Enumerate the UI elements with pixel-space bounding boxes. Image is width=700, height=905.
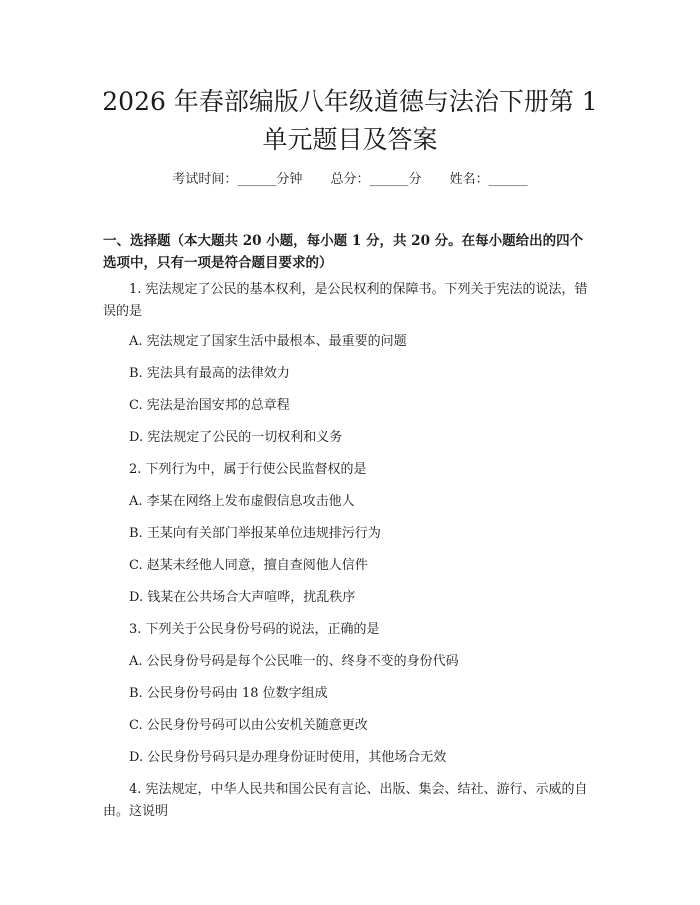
document-title [90, 83, 610, 159]
question-1-option-b: B. 宪法具有最高的法律效力 [129, 366, 290, 381]
question-3-option-b: B. 公民身份号码由 18 位数字组成 [129, 686, 328, 701]
exam-name: 姓名：______ [449, 172, 528, 187]
question-2-option-d: D. 钱某在公共场合大声喧哗，扰乱秩序 [129, 590, 356, 605]
question-3-option-d: D. 公民身份号码只是办理身份证时使用，其他场合无效 [129, 750, 447, 765]
title-line-1: 2026 年春部编版八年级道德与法治下册第 1 [102, 87, 598, 116]
question-1-option-c: C. 宪法是治国安邦的总章程 [129, 398, 290, 413]
exam-score: 总分：______分 [330, 172, 422, 187]
question-1-option-a: A. 宪法规定了国家生活中最根本、最重要的问题 [129, 334, 407, 349]
title-line-2: 单元题目及答案 [262, 125, 438, 154]
question-2-option-b: B. 王某向有关部门举报某单位违规排污行为 [129, 526, 381, 541]
section-heading: 一、选择题（本大题共 20 小题，每小题 1 分，共 20 分。在每小题给出的四个选项中，只有一项是符合题目要求的） [103, 233, 584, 271]
question-3-option-c: C. 公民身份号码可以由公安机关随意更改 [129, 718, 368, 733]
exam-meta [0, 168, 700, 187]
question-4-stem: 4. 宪法规定，中华人民共和国公民有言论、出版、集会、结社、游行、示威的自由。这说明 [103, 782, 588, 819]
exam-time: 考试时间：______分钟 [172, 172, 303, 187]
question-1-option-d: D. 宪法规定了公民的一切权利和义务 [129, 430, 343, 445]
question-2-option-c: C. 赵某未经他人同意，擅自查阅他人信件 [129, 558, 368, 573]
question-3-option-a: A. 公民身份号码是每个公民唯一的、终身不变的身份代码 [129, 654, 459, 669]
question-3-stem: 3. 下列关于公民身份号码的说法，正确的是 [129, 622, 380, 637]
question-2-stem: 2. 下列行为中，属于行使公民监督权的是 [129, 462, 367, 477]
question-1-stem: 1. 宪法规定了公民的基本权利，是公民权利的保障书。下列关于宪法的说法，错误的是 [103, 282, 588, 319]
question-2-option-a: A. 李某在网络上发布虚假信息攻击他人 [129, 494, 355, 509]
